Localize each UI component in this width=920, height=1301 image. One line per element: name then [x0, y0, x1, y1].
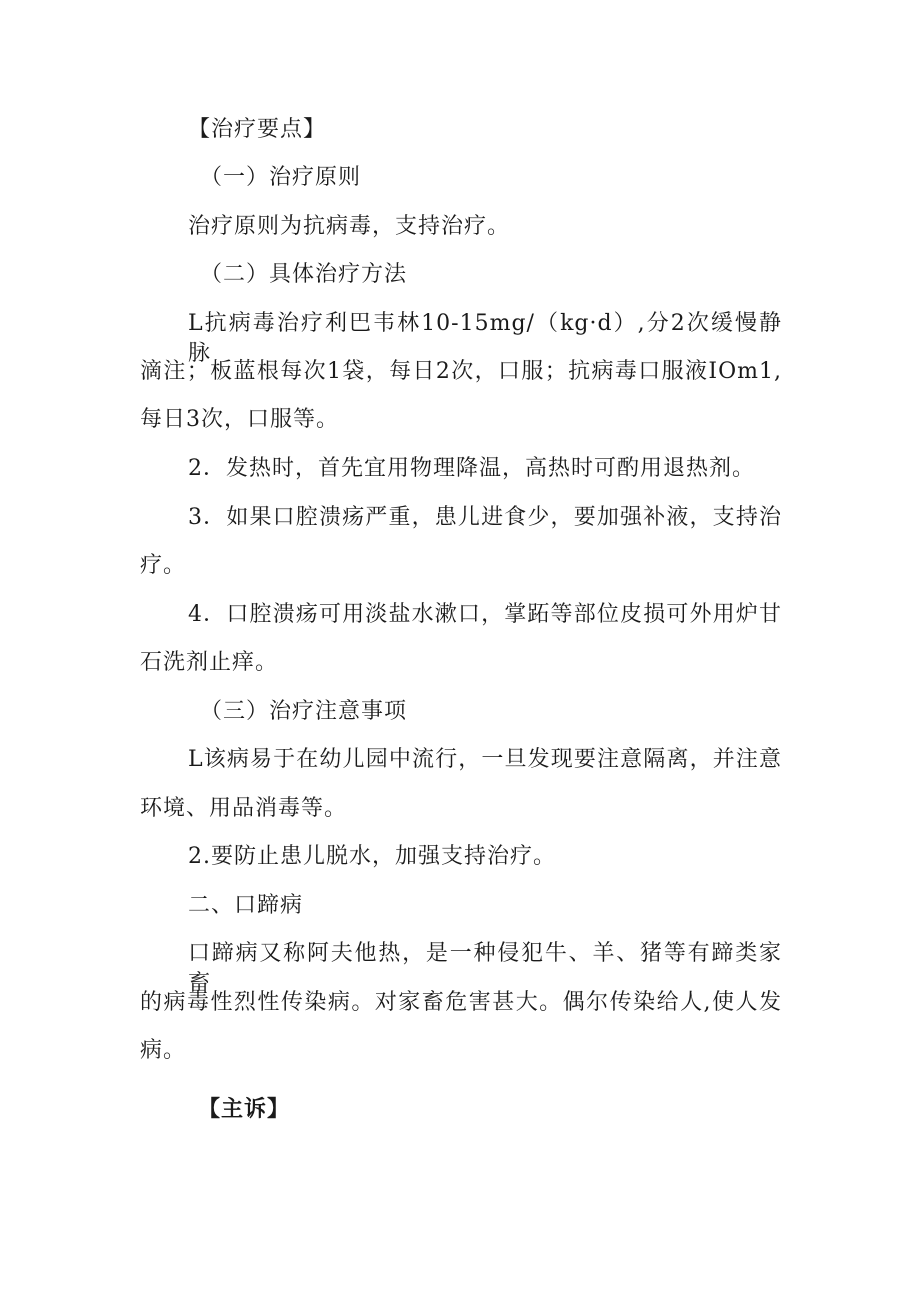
section-3-title: （三）治疗注意事项: [200, 699, 408, 724]
section-1-text: 治疗原则为抗病毒，支持治疗。: [188, 214, 511, 239]
heading-treatment-points: 【治疗要点】: [188, 117, 327, 142]
foot-mouth-para-line-3: 病。: [140, 1038, 187, 1063]
section-2-item-1-line-1: L抗病毒治疗利巴韦林10-15mg/（kg·d）,分2次缓慢静脉: [188, 311, 782, 366]
foot-mouth-para-line-2: 的病毒性烈性传染病。对家畜危害甚大。偶尔传染给人,使人发: [140, 990, 782, 1015]
section-2-title: （二）具体治疗方法: [200, 262, 408, 287]
section-2-item-4-line-1: 4．口腔溃疡可用淡盐水漱口，掌跖等部位皮损可外用炉甘: [188, 602, 782, 627]
section-1-title: （一）治疗原则: [200, 165, 362, 190]
section-2-item-2: 2．发热时，首先宜用物理降温，高热时可酌用退热剂。: [188, 456, 755, 481]
section-3-item-1-line-2: 环境、用品消毒等。: [140, 796, 348, 821]
heading-chief-complaint: 【主诉】: [198, 1096, 291, 1122]
section-3-item-1-line-1: L该病易于在幼儿园中流行，一旦发现要注意隔离，并注意: [188, 747, 782, 772]
section-3-item-2: 2.要防止患儿脱水，加强支持治疗。: [188, 844, 556, 869]
section-2-item-3-line-2: 疗。: [140, 553, 187, 578]
section-2-item-1-line-3: 每日3次，口服等。: [140, 407, 339, 432]
section-2-item-1-line-2: 滴注；板蓝根每次1袋，每日2次，口服；抗病毒口服液IOm1,: [140, 359, 782, 384]
section-2-item-3-line-1: 3．如果口腔溃疡严重，患儿进食少，要加强补液，支持治: [188, 505, 782, 530]
section-foot-mouth-title: 二、口蹄病: [188, 893, 304, 918]
section-2-item-4-line-2: 石洗剂止痒。: [140, 650, 279, 675]
foot-mouth-para-line-1: 口蹄病又称阿夫他热，是一种侵犯牛、羊、猪等有蹄类家畜: [188, 941, 782, 996]
